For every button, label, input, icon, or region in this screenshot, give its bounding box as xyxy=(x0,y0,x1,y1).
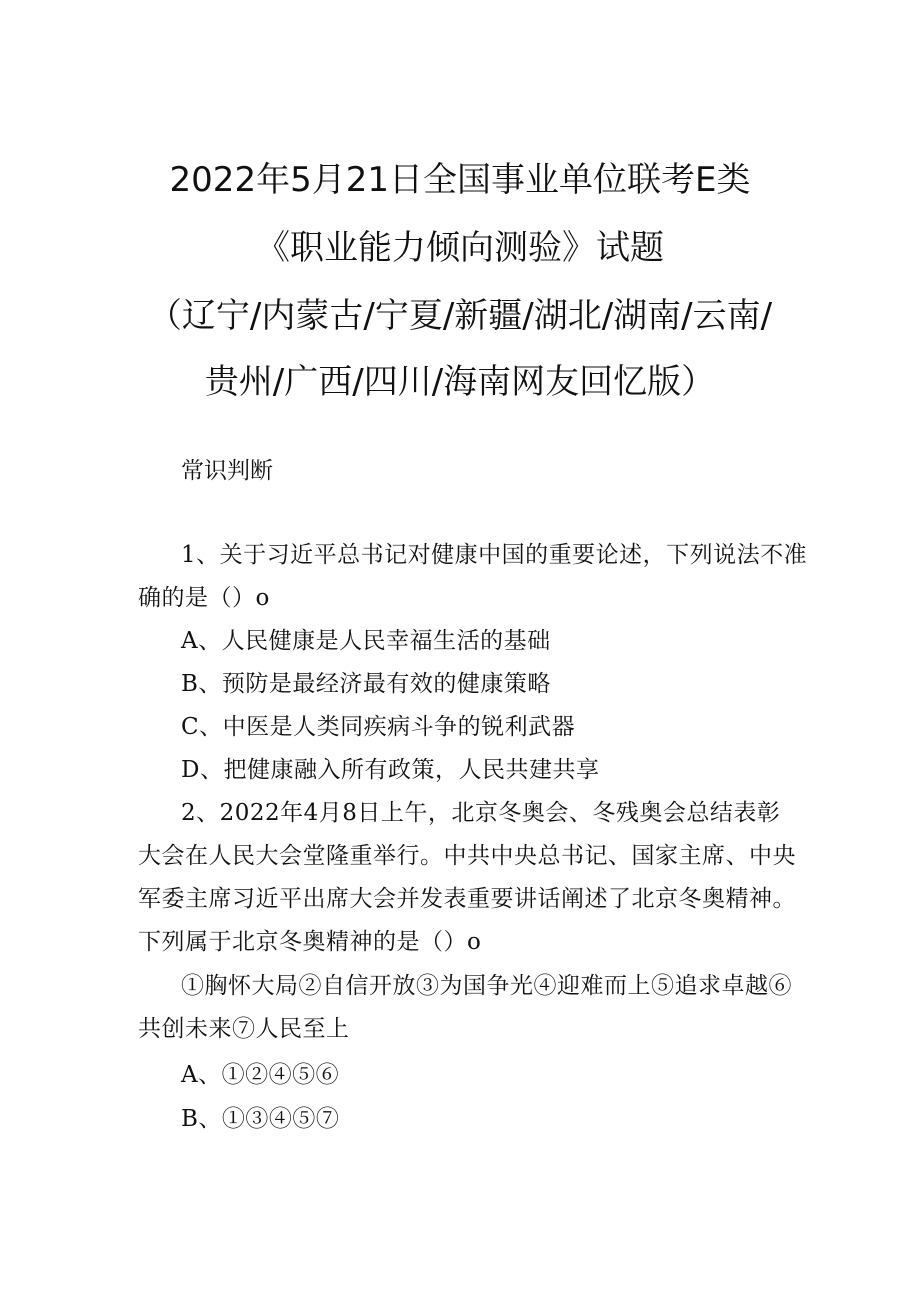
question-2-option-b: B、①③④⑤⑦ xyxy=(181,1106,340,1132)
document-title-line-1: 2022年5月21日全国事业单位联考E类 xyxy=(169,160,751,200)
document-title-line-4: 贵州/广西/四川/海南网友回忆版） xyxy=(204,362,716,402)
question-2-stem-line-1: 2、2022年4月8日上午，北京冬奥会、冬残奥会总结表彰 xyxy=(181,800,781,826)
question-1-option-b: B、预防是最经济最有效的健康策略 xyxy=(181,671,551,697)
question-2-list-line-1: ①胸怀大局②自信开放③为国争光④迎难而上⑤追求卓越⑥ xyxy=(181,973,792,999)
question-2-stem-line-4: 下列属于北京冬奥精神的是（）o xyxy=(138,929,482,955)
question-1-option-c: C、中医是人类同疾病斗争的锐利武器 xyxy=(181,714,576,740)
question-1-stem-line-2: 确的是（）o xyxy=(138,585,270,611)
document-title-line-3: （辽宁/内蒙古/宁夏/新疆/湖北/湖南/云南/ xyxy=(147,296,773,336)
section-heading: 常识判断 xyxy=(181,458,273,484)
question-1-stem-line-1: 1、关于习近平总书记对健康中国的重要论述，下列说法不准 xyxy=(181,542,808,568)
question-1-option-d: D、把健康融入所有政策，人民共建共享 xyxy=(181,757,600,783)
question-2-stem-line-3: 军委主席习近平出席大会并发表重要讲话阐述了北京冬奥精神。 xyxy=(138,886,796,912)
question-1-option-a: A、人民健康是人民幸福生活的基础 xyxy=(181,628,551,654)
question-2-option-a: A、①②④⑤⑥ xyxy=(181,1062,340,1088)
question-2-list-line-2: 共创未来⑦人民至上 xyxy=(138,1016,350,1042)
question-2-stem-line-2: 大会在人民大会堂隆重举行。中共中央总书记、国家主席、中央 xyxy=(138,843,796,869)
document-title-line-2: 《职业能力倾向测验》试题 xyxy=(256,228,664,268)
